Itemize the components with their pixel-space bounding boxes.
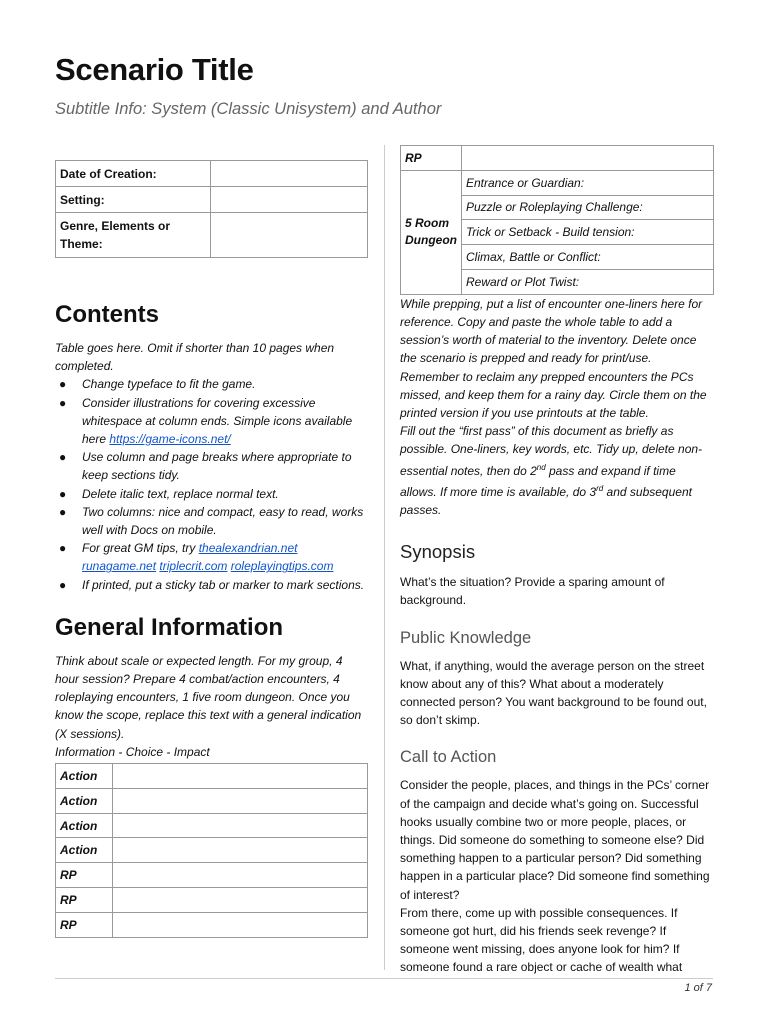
encounter-type: Action (56, 838, 113, 863)
page-title: Scenario Title (55, 52, 254, 87)
rp-cell[interactable] (461, 146, 713, 171)
rp-label: RP (401, 146, 462, 171)
table-row (401, 146, 714, 171)
info-value-cell[interactable] (211, 187, 368, 213)
bullet-icon: ● (59, 450, 67, 465)
call-to-action-text: From there, come up with possible consequences. If someone got hurt, did his friends seek revenge? If someone went missing, does anyone look for him? If someone found a rare object or cache of wealth what (400, 905, 683, 975)
info-label: Date of Creation: (56, 161, 211, 187)
bullet-icon: ● (59, 577, 67, 592)
synopsis-heading: Synopsis (400, 541, 476, 563)
footer-divider (55, 978, 713, 979)
public-knowledge-text: What, if anything, would the average person on the street know about any of this? What about a moderately connected person? You want background to be found out, so don’t skimp. (400, 658, 707, 728)
ordinal-suffix: rd (596, 483, 604, 493)
bullet-text: Use column and page breaks where appropriate to keep sections tidy. (82, 450, 352, 483)
table-row (56, 863, 368, 888)
bullet-icon: ● (59, 395, 67, 410)
bullet-icon: ● (59, 504, 67, 519)
info-label: Genre, Elements or Theme: (56, 213, 211, 258)
prep-text: Fill out the “first pass” of this document as briefly as possible. One-liners, key words, etc. Tidy up, delete non-essential notes, then do 2 (400, 424, 703, 478)
bullet-text: If printed, put a sticky tab or marker to mark sections. (82, 577, 365, 592)
encounter-cell[interactable] (113, 838, 368, 863)
general-subhead: Information - Choice - Impact (55, 744, 210, 759)
left-column (55, 160, 368, 938)
info-row (56, 161, 368, 187)
encounter-type: Action (56, 813, 113, 838)
five-room-dungeon-table (400, 145, 714, 295)
bullet-text: For great GM tips, try (82, 541, 199, 556)
call-to-action-heading: Call to Action (400, 748, 497, 767)
bullet-text: Change typeface to fit the game. (82, 377, 256, 392)
encounter-cell[interactable] (113, 912, 368, 937)
info-value-cell[interactable] (211, 213, 368, 258)
info-label: Setting: (56, 187, 211, 213)
bullet-text: Consider illustrations for covering excessive whitespace at column ends. Simple icons available here (82, 395, 353, 447)
room-dungeon-label: 5 Room Dungeon (401, 170, 462, 294)
triplecrit-link[interactable]: triplecrit.com (159, 559, 228, 574)
bullet-icon: ● (59, 541, 67, 556)
bullet-icon: ● (59, 486, 67, 501)
contents-heading: Contents (55, 301, 159, 328)
column-divider (384, 145, 385, 970)
thealexandrian-link[interactable]: thealexandrian.net (198, 541, 298, 556)
prep-note-passes (400, 422, 714, 519)
table-row (56, 888, 368, 913)
right-column (400, 145, 714, 977)
dungeon-step[interactable]: Reward or Plot Twist: (461, 269, 713, 294)
page-number: 1 of 7 (684, 982, 712, 994)
list-item (55, 485, 368, 503)
bullet-text: Delete italic text, replace normal text. (82, 486, 279, 501)
prep-note: While prepping, put a list of encounter one-liners here for reference. Copy and paste the whole table to add a session’s worth of material to the inventory. Delete once the scenario is prepped and ready for print/use. (400, 296, 703, 366)
info-value-cell[interactable] (211, 161, 368, 187)
roleplayingtips-link[interactable]: roleplayingtips.com (230, 559, 334, 574)
contents-bullet-list (55, 375, 368, 593)
encounter-cell[interactable] (113, 888, 368, 913)
encounter-cell[interactable] (113, 863, 368, 888)
table-row (401, 170, 714, 195)
general-intro: Think about scale or expected length. For my group, 4 hour session? Prepare 4 combat/action encounters, 4 roleplaying encounters, 1 five room dungeon. Once you know the scope, replace this text with a general indication (X sessions). (55, 653, 362, 741)
list-item (55, 394, 368, 449)
encounter-type: RP (56, 912, 113, 937)
prep-note: Remember to reclaim any prepped encounters the PCs missed, and keep them for a rainy day. Circle them on the printed version if you use printouts at the table. (400, 369, 707, 420)
table-row (56, 813, 368, 838)
list-item (55, 375, 368, 393)
dungeon-step[interactable]: Entrance or Guardian: (461, 170, 713, 195)
table-row (56, 764, 368, 789)
public-knowledge-heading: Public Knowledge (400, 628, 532, 647)
bullet-text: Two columns: nice and compact, easy to read, works well with Docs on mobile. (82, 504, 364, 538)
encounter-table (55, 763, 368, 938)
ordinal-suffix: nd (536, 462, 546, 472)
call-to-action-text: Consider the people, places, and things in the PCs’ corner of the campaign and decide what’s going on. Successful hooks usually combine two or more people, places, or things. Did someone do something to someone else? Did something happen to a particular person? Did something happen in a particular place? Did someone find something of interest? (400, 778, 710, 902)
prep-text: pass and expand if time allows. If more time is available, do 3 (400, 463, 676, 499)
list-item (55, 539, 368, 575)
info-row (56, 187, 368, 213)
bullet-icon: ● (59, 377, 67, 392)
encounter-cell[interactable] (113, 764, 368, 789)
contents-intro: Table goes here. Omit if shorter than 10 pages when completed. (55, 341, 335, 374)
table-row (56, 838, 368, 863)
info-row (56, 213, 368, 258)
runagame-link[interactable]: runagame.net (82, 559, 157, 574)
encounter-type: RP (56, 888, 113, 913)
encounter-cell[interactable] (113, 813, 368, 838)
dungeon-step[interactable]: Climax, Battle or Conflict: (461, 245, 713, 270)
encounter-cell[interactable] (113, 788, 368, 813)
table-row (56, 912, 368, 937)
dungeon-step[interactable]: Trick or Setback - Build tension: (461, 220, 713, 245)
synopsis-text: What’s the situation? Provide a sparing amount of background. (400, 575, 665, 608)
list-item (55, 576, 368, 594)
encounter-type: RP (56, 863, 113, 888)
game-icons-link[interactable]: https://game-icons.net/ (109, 432, 231, 447)
encounter-type: Action (56, 764, 113, 789)
dungeon-step[interactable]: Puzzle or Roleplaying Challenge: (461, 195, 713, 220)
encounter-type: Action (56, 788, 113, 813)
page-subtitle: Subtitle Info: System (Classic Unisystem) and Author (55, 100, 442, 118)
info-table (55, 160, 368, 258)
general-information-heading: General Information (55, 613, 284, 641)
prep-text: and subsequent passes. (400, 484, 692, 518)
list-item (55, 503, 368, 539)
table-row (56, 788, 368, 813)
list-item (55, 448, 368, 484)
